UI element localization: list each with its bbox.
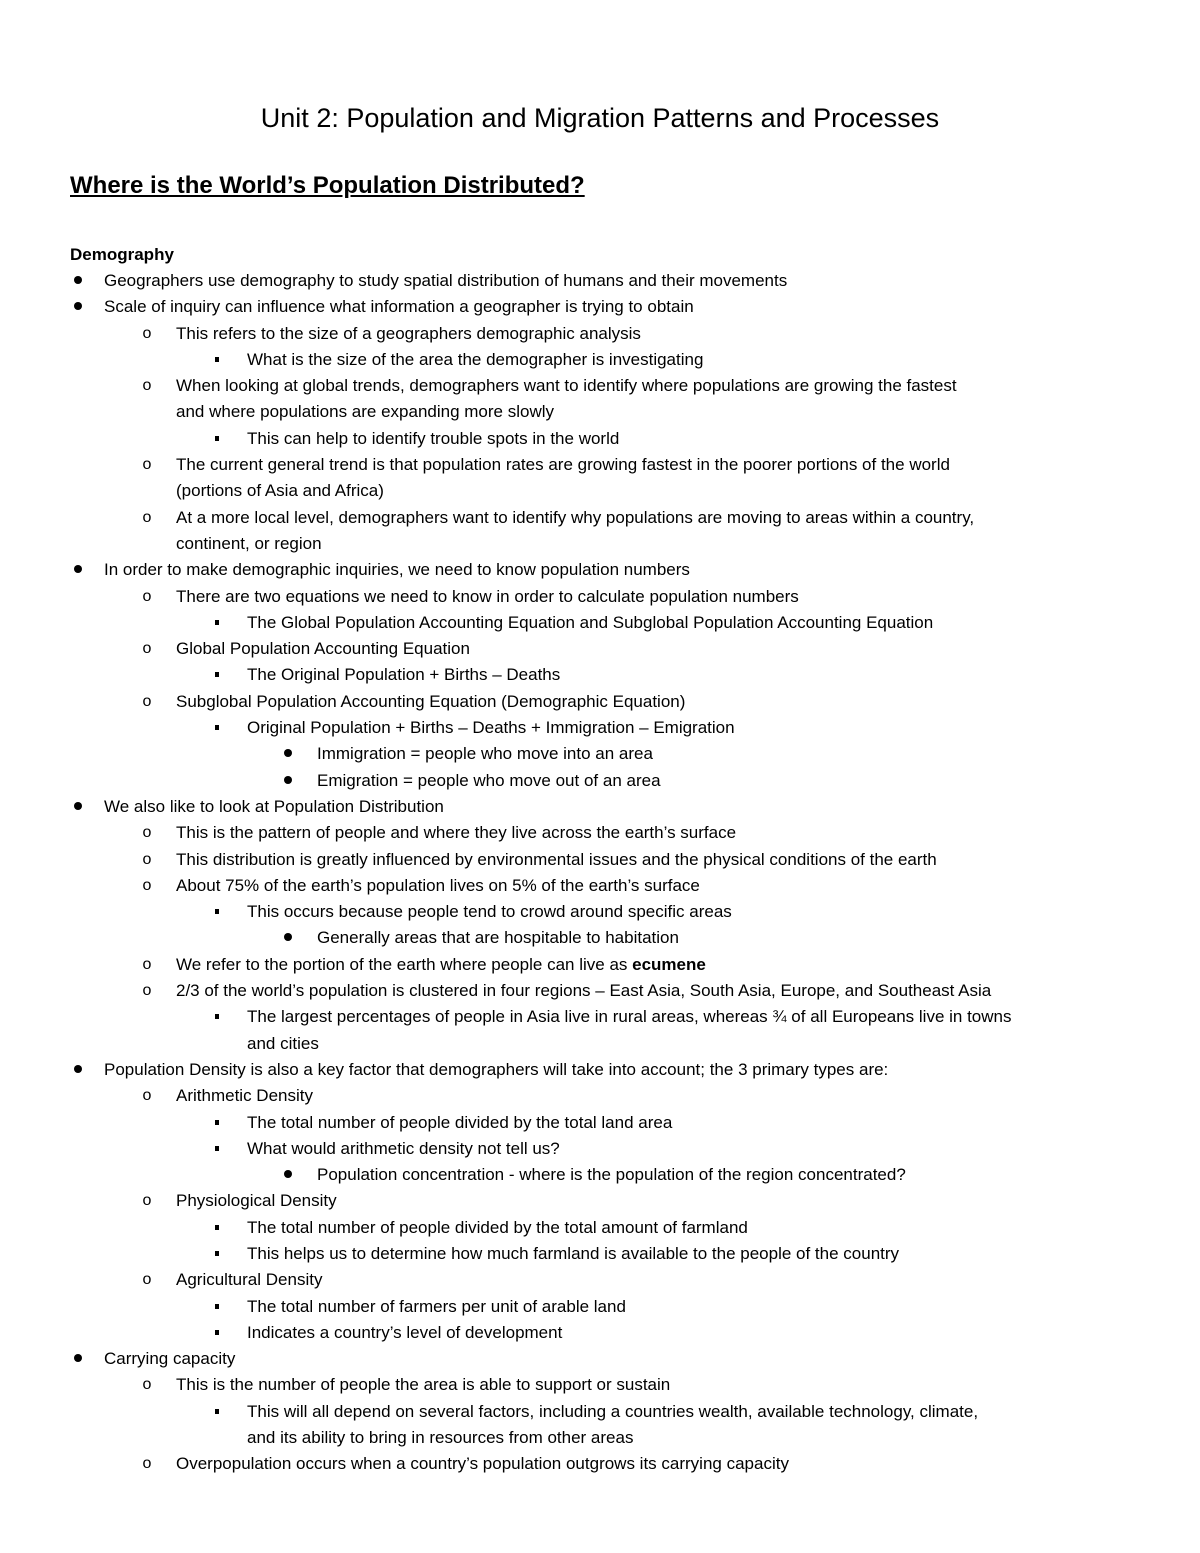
outline-item-label: Global Population Accounting Equation	[176, 639, 470, 659]
outline-item-label: This is the number of people the area is able to support or sustain	[176, 1375, 671, 1395]
bullet-dot-icon	[280, 741, 296, 767]
outline-item-label: At a more local level, demographers want to identify why populations are moving to areas within a country,	[176, 507, 975, 527]
bullet-ring-icon: o	[142, 692, 152, 710]
outline-item	[0, 347, 1200, 373]
outline-item-text	[247, 1241, 899, 1267]
outline-item-text	[247, 426, 619, 452]
filled-circle-icon	[74, 276, 82, 284]
bullet-square-icon	[209, 1399, 225, 1425]
outline-item-label: This distribution is greatly influenced by environmental issues and the physical conditions of the earth	[176, 849, 937, 869]
outline-item-text	[317, 925, 679, 951]
outline-item	[0, 321, 1200, 347]
outline-item-text	[104, 1057, 888, 1083]
outline-item-text	[247, 1294, 626, 1320]
outline-item-label: Physiological Density	[176, 1191, 337, 1211]
filled-circle-icon	[284, 749, 292, 757]
outline-item-text	[176, 373, 957, 399]
bullet-ring-icon: o	[142, 324, 152, 342]
filled-circle-icon	[284, 1170, 292, 1178]
outline-item-label: The total number of farmers per unit of arable land	[247, 1296, 626, 1316]
small-square-icon	[215, 1120, 219, 1125]
small-square-icon	[215, 357, 219, 362]
outline-item-label: Subglobal Population Accounting Equation (Demographic Equation)	[176, 691, 686, 711]
outline-item-text	[104, 294, 694, 320]
outline-item	[0, 610, 1200, 636]
small-square-icon	[215, 1146, 219, 1151]
outline-item-text	[247, 610, 933, 636]
outline-item-label: What is the size of the area the demographer is investigating	[247, 349, 704, 369]
outline-item-text	[104, 557, 690, 583]
outline-item-text	[176, 505, 974, 531]
outline-item-label: What would arithmetic density not tell us?	[247, 1138, 560, 1158]
bullet-dot-icon	[70, 794, 86, 820]
bullet-ring-icon: o	[142, 850, 152, 868]
outline-item	[0, 820, 1200, 846]
outline-item	[0, 294, 1200, 320]
outline-item-text	[176, 1083, 313, 1109]
outline-item-text	[247, 1004, 1012, 1030]
outline-item-label: This can help to identify trouble spots in the world	[247, 428, 620, 448]
outline-item-label: The total number of people divided by the total land area	[247, 1112, 673, 1132]
bullet-square-icon	[209, 1004, 225, 1030]
filled-circle-icon	[74, 802, 82, 810]
outline-item	[0, 1320, 1200, 1346]
bullet-square-icon	[209, 1294, 225, 1320]
bullet-ring-icon: o	[142, 1376, 152, 1394]
small-square-icon	[215, 909, 219, 914]
bullet-ring-icon: o	[142, 824, 152, 842]
outline-item-text	[317, 768, 661, 794]
outline-item-label: Geographers use demography to study spatial distribution of humans and their movements	[104, 271, 788, 290]
outline-item	[0, 925, 1200, 951]
outline-item-label: The current general trend is that population rates are growing fastest in the poorer portions of the world	[176, 455, 950, 475]
bold-term: ecumene	[632, 954, 706, 974]
bullet-ring-icon: o	[142, 587, 152, 605]
outline-item-text	[247, 1031, 319, 1057]
bullet-ring-icon: o	[142, 1087, 152, 1105]
outline-item-text	[176, 873, 700, 899]
outline-item	[0, 1372, 1200, 1398]
outline-item-text	[176, 584, 799, 610]
bullet-ring-icon: o	[142, 456, 152, 474]
outline-item	[0, 531, 1200, 557]
small-square-icon	[215, 1251, 219, 1256]
outline-item	[0, 978, 1200, 1004]
bullet-dot-icon	[70, 557, 86, 583]
outline-item-label: and its ability to bring in resources from other areas	[247, 1428, 634, 1448]
outline-item-label: Overpopulation occurs when a country’s population outgrows its carrying capacity	[176, 1454, 789, 1474]
outline-item-text	[176, 978, 991, 1004]
small-square-icon	[215, 1330, 219, 1335]
outline-item-label: There are two equations we need to know in order to calculate population numbers	[176, 586, 799, 606]
outline-item	[0, 1425, 1200, 1451]
outline-item	[0, 1162, 1200, 1188]
outline-item-text	[176, 478, 384, 504]
outline-item-text	[247, 1136, 560, 1162]
outline-item-text	[247, 1215, 748, 1241]
outline-item-label: The largest percentages of people in Asia live in rural areas, whereas ¾ of all Europeans live in towns	[247, 1007, 1012, 1027]
small-square-icon	[215, 725, 219, 730]
bullet-ring-icon: o	[142, 955, 152, 973]
outline-item-text	[104, 1346, 235, 1372]
outline-item-label: The Global Population Accounting Equation and Subglobal Population Accounting Equation	[247, 612, 934, 632]
outline-item-text	[317, 1162, 906, 1188]
outline-item-label: Arithmetic Density	[176, 1086, 313, 1106]
document-title: Unit 2: Population and Migration Patterns and Processes	[260, 103, 940, 133]
outline-item	[0, 873, 1200, 899]
bullet-ring-icon: o	[142, 1192, 152, 1210]
bullet-outline	[0, 268, 1200, 1478]
bullet-ring-icon: o	[142, 982, 152, 1000]
outline-item-label: Scale of inquiry can influence what information a geographer is trying to obtain	[104, 297, 694, 317]
outline-item	[0, 584, 1200, 610]
outline-item-text	[247, 1110, 672, 1136]
outline-item-text	[176, 321, 641, 347]
outline-item	[0, 268, 1200, 294]
bullet-square-icon	[209, 662, 225, 688]
outline-item-label: The total number of people divided by the total amount of farmland	[247, 1217, 748, 1237]
document-subtitle: Where is the World’s Population Distributed?	[70, 172, 585, 199]
bullet-dot-icon	[280, 925, 296, 951]
small-square-icon	[215, 620, 219, 625]
outline-item	[0, 1110, 1200, 1136]
bullet-square-icon	[209, 1215, 225, 1241]
outline-item	[0, 952, 1200, 978]
outline-item	[0, 557, 1200, 583]
small-square-icon	[215, 1304, 219, 1309]
bullet-ring-icon: o	[142, 377, 152, 395]
outline-item-label: 2/3 of the world’s population is clustered in four regions – East Asia, South Asia, Europe, and Southeast Asia	[176, 981, 992, 1001]
outline-item	[0, 505, 1200, 531]
bullet-ring-icon: o	[142, 640, 152, 658]
outline-item	[0, 373, 1200, 399]
outline-item-label: Carrying capacity	[104, 1349, 236, 1369]
bullet-square-icon	[209, 899, 225, 925]
outline-item	[0, 689, 1200, 715]
outline-item-label: Agricultural Density	[176, 1270, 323, 1290]
bullet-ring-icon: o	[142, 508, 152, 526]
outline-item	[0, 899, 1200, 925]
outline-item	[0, 636, 1200, 662]
outline-item	[0, 1294, 1200, 1320]
filled-circle-icon	[74, 1065, 82, 1073]
outline-item-label: Immigration = people who move into an area	[317, 744, 653, 764]
bullet-dot-icon	[70, 1057, 86, 1083]
outline-item	[0, 847, 1200, 873]
outline-item-text	[176, 689, 685, 715]
outline-item-label: In order to make demographic inquiries, we need to know population numbers	[104, 560, 690, 580]
outline-item-text	[176, 1267, 322, 1293]
bullet-square-icon	[209, 610, 225, 636]
small-square-icon	[215, 1014, 219, 1019]
outline-item-label: This occurs because people tend to crowd around specific areas	[247, 902, 732, 922]
outline-item-label: and where populations are expanding more slowly	[176, 402, 555, 422]
filled-circle-icon	[284, 933, 292, 941]
outline-item-text	[176, 636, 470, 662]
outline-item-label: We refer to the portion of the earth where people can live as	[176, 954, 633, 974]
outline-item-text	[247, 1425, 633, 1451]
outline-item	[0, 1004, 1200, 1030]
outline-item	[0, 1057, 1200, 1083]
outline-item-text	[176, 1188, 337, 1214]
outline-item-text	[247, 1320, 562, 1346]
outline-item-text	[176, 1451, 789, 1477]
bullet-square-icon	[209, 715, 225, 741]
outline-item	[0, 1083, 1200, 1109]
outline-item	[0, 399, 1200, 425]
outline-item	[0, 1451, 1200, 1477]
outline-item	[0, 715, 1200, 741]
bullet-square-icon	[209, 1110, 225, 1136]
bullet-square-icon	[209, 347, 225, 373]
outline-item-text	[176, 399, 554, 425]
outline-item-text	[176, 531, 322, 557]
outline-item-label: Population concentration - where is the population of the region concentrated?	[317, 1165, 906, 1185]
outline-item-label: and cities	[247, 1033, 319, 1053]
outline-item-text	[247, 347, 703, 373]
outline-item-label: The Original Population + Births – Deaths	[247, 665, 561, 685]
bullet-square-icon	[209, 1136, 225, 1162]
outline-item-text	[104, 794, 444, 820]
outline-item	[0, 1188, 1200, 1214]
outline-item	[0, 662, 1200, 688]
filled-circle-icon	[74, 302, 82, 310]
bullet-square-icon	[209, 1320, 225, 1346]
outline-item-text	[176, 847, 937, 873]
small-square-icon	[215, 436, 219, 441]
outline-item-label: We also like to look at Population Distribution	[104, 796, 444, 816]
outline-item-label: (portions of Asia and Africa)	[176, 481, 384, 501]
outline-item	[0, 1215, 1200, 1241]
outline-item	[0, 426, 1200, 452]
outline-item-label: continent, or region	[176, 533, 322, 553]
outline-item	[0, 1136, 1200, 1162]
outline-item-text	[176, 952, 706, 978]
outline-item-text	[104, 268, 787, 294]
outline-item-label: When looking at global trends, demographers want to identify where populations are growing the fastest	[176, 376, 957, 396]
outline-item-label: This will all depend on several factors, including a countries wealth, available technology, climate,	[247, 1401, 979, 1421]
filled-circle-icon	[74, 565, 82, 573]
outline-item-label: Indicates a country’s level of development	[247, 1322, 563, 1342]
outline-item-label: Emigration = people who move out of an area	[317, 770, 661, 790]
filled-circle-icon	[74, 1354, 82, 1362]
small-square-icon	[215, 1409, 219, 1414]
small-square-icon	[215, 1225, 219, 1230]
outline-item	[0, 1267, 1200, 1293]
outline-item	[0, 1346, 1200, 1372]
outline-item-label: Generally areas that are hospitable to habitation	[317, 928, 679, 948]
bullet-square-icon	[209, 1241, 225, 1267]
outline-item-label: Original Population + Births – Deaths + Immigration – Emigration	[247, 718, 735, 738]
outline-item-text	[176, 820, 736, 846]
outline-item-label: This is the pattern of people and where they live across the earth’s surface	[176, 823, 737, 843]
outline-item	[0, 768, 1200, 794]
outline-item	[0, 1241, 1200, 1267]
bullet-ring-icon: o	[142, 1271, 152, 1289]
section-heading: Demography	[70, 245, 174, 264]
bullet-dot-icon	[280, 768, 296, 794]
outline-item-text	[176, 452, 950, 478]
outline-item-label: Population Density is also a key factor that demographers will take into account; the 3 primary types are:	[104, 1059, 889, 1079]
bullet-ring-icon: o	[142, 876, 152, 894]
bullet-dot-icon	[70, 1346, 86, 1372]
outline-item-text	[247, 1399, 978, 1425]
outline-item	[0, 452, 1200, 478]
outline-item-text	[247, 899, 732, 925]
outline-item	[0, 1031, 1200, 1057]
bullet-square-icon	[209, 426, 225, 452]
outline-item	[0, 1399, 1200, 1425]
bullet-dot-icon	[280, 1162, 296, 1188]
outline-item-label: This refers to the size of a geographers demographic analysis	[176, 323, 641, 343]
bullet-ring-icon: o	[142, 1455, 152, 1473]
bullet-dot-icon	[70, 294, 86, 320]
filled-circle-icon	[284, 776, 292, 784]
outline-item	[0, 794, 1200, 820]
bullet-dot-icon	[70, 268, 86, 294]
outline-item-text	[176, 1372, 670, 1398]
outline-item-label: This helps us to determine how much farmland is available to the people of the country	[247, 1243, 900, 1263]
outline-item-text	[317, 741, 653, 767]
outline-item-text	[247, 662, 560, 688]
outline-item	[0, 478, 1200, 504]
outline-item-text	[247, 715, 735, 741]
outline-item-label: About 75% of the earth’s population lives on 5% of the earth’s surface	[176, 875, 700, 895]
outline-item	[0, 741, 1200, 767]
small-square-icon	[215, 672, 219, 677]
